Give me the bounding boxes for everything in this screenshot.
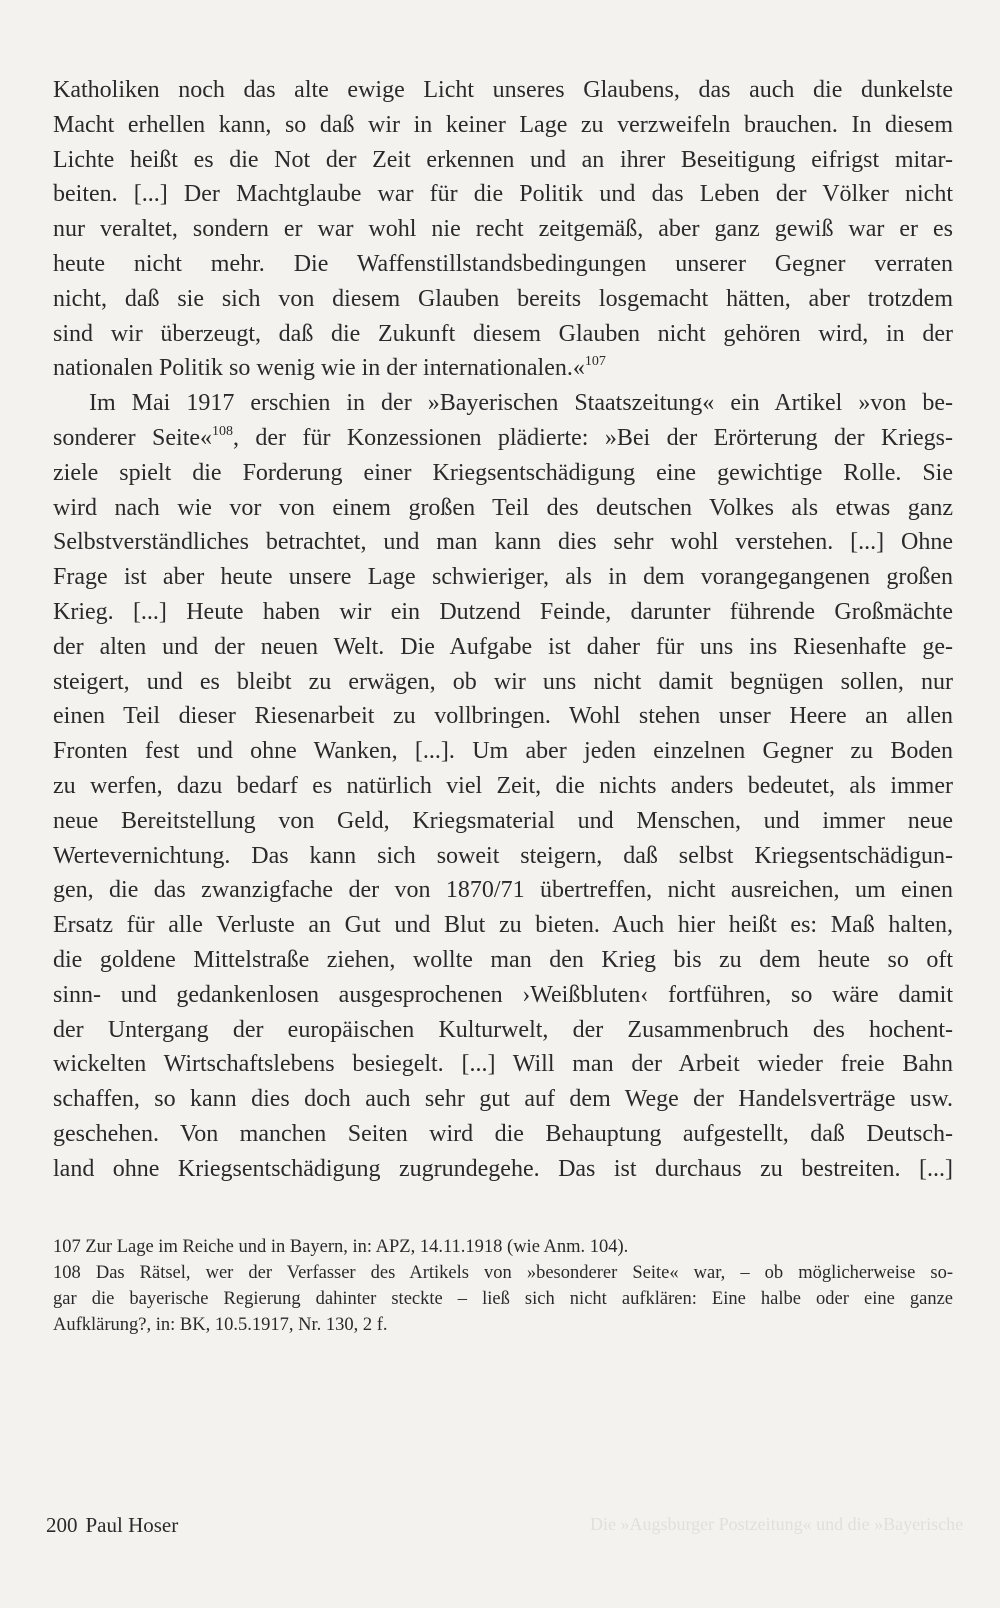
- text-line: Im Mai 1917 erschien in der »Bayerischen Staatszeitung« ein Artikel »von be-: [89, 390, 953, 417]
- text-line: sinn- und gedankenlosen ausgesprochenen ›Weißbluten‹ fortführen, so wäre damit: [53, 981, 953, 1008]
- footnote-108: [53, 1260, 953, 1286]
- footnote-text: Das Rätsel, wer der Verfasser des Artikels von »besonderer Seite« war, – ob möglicherweise so-: [95, 1263, 954, 1283]
- text-line: der Untergang der europäischen Kulturwelt, der Zusammenbruch des hochent-: [53, 1016, 953, 1043]
- page-footer: [46, 1513, 178, 1538]
- text-line: sind wir überzeugt, daß die Zukunft diesem Glauben nicht gehören wird, in der: [53, 320, 953, 347]
- footnote-108-line: gar die bayerische Regierung dahinter steckte – ließ sich nicht aufklären: Eine halbe oder eine ganze: [53, 1289, 953, 1309]
- text-line: wickelten Wirtschaftslebens besiegelt. [...] Will man der Arbeit wieder freie Bahn: [53, 1051, 953, 1078]
- bleed-through-text: Die »Augsburger Postzeitung« und die »Bayerische: [590, 1514, 964, 1534]
- text-line: zu werfen, dazu bedarf es natürlich viel Zeit, die nichts anders bedeutet, als immer: [53, 772, 953, 799]
- text-line: Selbstverständliches betrachtet, und man kann dies sehr wohl verstehen. [...] Ohne: [53, 529, 953, 556]
- text-line: [53, 351, 953, 386]
- text-line: Macht erhellen kann, so daß wir in keiner Lage zu verzweifeln brauchen. In diesem: [53, 111, 953, 138]
- text-line: wird nach wie vor von einem großen Teil des deutschen Volkes als etwas ganz: [53, 494, 953, 521]
- footnote-108-line: Aufklärung?, in: BK, 10.5.1917, Nr. 130, 2 f.: [53, 1315, 388, 1335]
- body-text: [53, 73, 953, 1187]
- text-segment: , der für Konzessionen plädierte: »Bei der Erörterung der Kriegs-: [233, 424, 953, 451]
- footnote-ref-107[interactable]: 107: [584, 354, 606, 370]
- text-line: Lichte heißt es die Not der Zeit erkennen und an ihrer Beseitigung eifrigst mitar-: [53, 146, 953, 173]
- text-line: gen, die das zwanzigfache der von 1870/71 übertreffen, nicht ausreichen, um einen: [53, 877, 953, 904]
- footnote-107: [53, 1234, 953, 1260]
- text-line: land ohne Kriegsentschädigung zugrundegehe. Das ist durchaus zu bestreiten. [...]: [53, 1155, 953, 1182]
- text-line: Fronten fest und ohne Wanken, [...]. Um aber jeden einzelnen Gegner zu Boden: [53, 738, 953, 765]
- text-line: die goldene Mittelstraße ziehen, wollte man den Krieg bis zu dem heute so oft: [53, 946, 953, 973]
- text-line: Krieg. [...] Heute haben wir ein Dutzend Feinde, darunter führende Großmächte: [53, 598, 953, 625]
- footnote-number: 108: [53, 1263, 81, 1283]
- running-author: Paul Hoser: [85, 1513, 179, 1537]
- text-line: schaffen, so kann dies doch auch sehr gut auf dem Wege der Handelsverträge usw.: [53, 1086, 953, 1113]
- text-line: einen Teil dieser Riesenarbeit zu vollbringen. Wohl stehen unser Heere an allen: [53, 703, 953, 730]
- text-line: nur veraltet, sondern er war wohl nie recht zeitgemäß, aber ganz gewiß war er es: [53, 216, 953, 243]
- text-segment: nationalen Politik so wenig wie in der internationalen.«: [53, 355, 585, 382]
- text-line: Wertevernichtung. Das kann sich soweit steigern, daß selbst Kriegsentschädigun-: [53, 842, 953, 869]
- text-line: [53, 421, 953, 456]
- text-line: ziele spielt die Forderung einer Kriegsentschädigung eine gewichtige Rolle. Sie: [53, 459, 953, 486]
- footnote-number: 107: [53, 1237, 81, 1257]
- footnote-ref-108[interactable]: 108: [212, 423, 234, 439]
- text-line: Frage ist aber heute unsere Lage schwieriger, als in dem vorangegangenen großen: [53, 564, 953, 591]
- text-line: geschehen. Von manchen Seiten wird die Behauptung aufgestellt, daß Deutsch-: [53, 1120, 953, 1147]
- text-line: Katholiken noch das alte ewige Licht unseres Glaubens, das auch die dunkelste: [53, 77, 953, 103]
- page-number: 200: [46, 1513, 78, 1537]
- text-line: steigert, und es bleibt zu erwägen, ob wir uns nicht damit begnügen sollen, nur: [53, 668, 953, 695]
- text-line: der alten und der neuen Welt. Die Aufgabe ist daher für uns ins Riesenhafte ge-: [53, 633, 953, 660]
- footnote-text: Zur Lage im Reiche und in Bayern, in: APZ, 14.11.1918 (wie Anm. 104).: [85, 1237, 629, 1257]
- text-line: neue Bereitstellung von Geld, Kriegsmaterial und Menschen, und immer neue: [53, 807, 953, 834]
- text-line: Ersatz für alle Verluste an Gut und Blut zu bieten. Auch hier heißt es: Maß halten,: [53, 912, 953, 939]
- text-line: nicht, daß sie sich von diesem Glauben bereits losgemacht hätten, aber trotzdem: [53, 285, 953, 312]
- text-line: beiten. [...] Der Machtglaube war für die Politik und das Leben der Völker nicht: [53, 181, 953, 208]
- text-line: heute nicht mehr. Die Waffenstillstandsbedingungen unserer Gegner verraten: [53, 250, 953, 277]
- text-segment: sonderer Seite«: [53, 424, 213, 451]
- footnotes: [53, 1234, 953, 1338]
